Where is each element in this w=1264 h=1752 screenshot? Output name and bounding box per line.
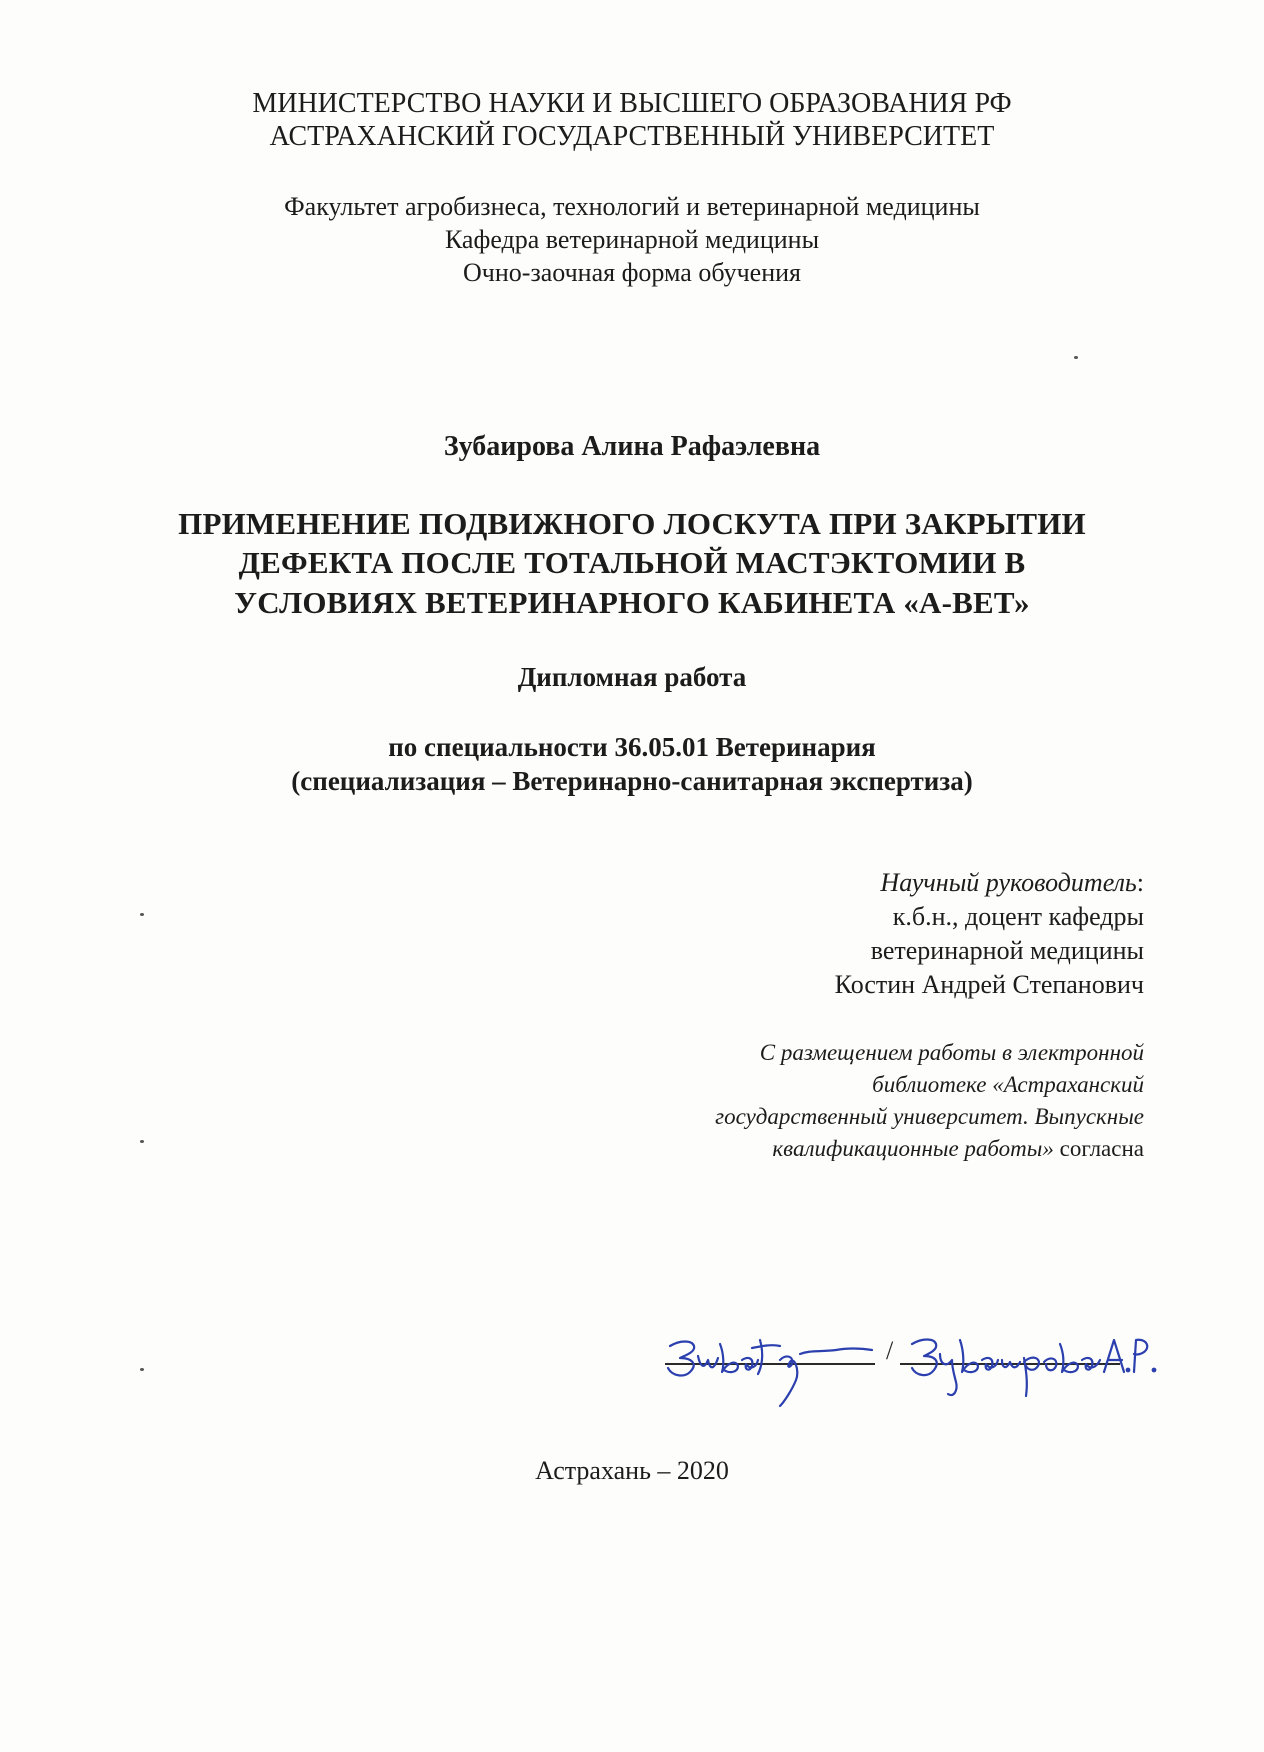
supervisor-degree: к.б.н., доцент кафедры xyxy=(892,902,1144,931)
consent-line-4 xyxy=(772,1136,1144,1162)
department-name: Кафедра ветеринарной медицины xyxy=(444,225,820,254)
specialty-line-2: (специализация – Ветеринарно-санитарная экспертиза) xyxy=(291,766,973,796)
consent-line-2: библиотеке «Астраханский xyxy=(872,1072,1144,1097)
supervisor-label: Научный руководитель xyxy=(880,868,1137,897)
study-form: Очно-заочная форма обучения xyxy=(463,258,801,287)
consent-plain-part: согласна xyxy=(1053,1136,1144,1161)
signature-text: Зубаирова А.Р. xyxy=(640,1297,741,1314)
consent-line-1: С размещением работы в электронной xyxy=(759,1040,1144,1065)
thesis-title-line-1: ПРИМЕНЕНИЕ ПОДВИЖНОГО ЛОСКУТА ПРИ ЗАКРЫТИИ xyxy=(178,506,1086,541)
signature-area xyxy=(640,1297,1180,1410)
scan-speck xyxy=(140,1140,144,1143)
scan-speck xyxy=(140,913,144,916)
consent-italic-part: квалификационные работы» xyxy=(772,1136,1054,1161)
city-year: Астрахань – 2020 xyxy=(535,1456,729,1485)
supervisor-name: Костин Андрей Степанович xyxy=(834,970,1144,999)
consent-line-3: государственный университет. Выпускные xyxy=(715,1104,1144,1129)
supervisor-colon: : xyxy=(1136,868,1144,897)
thesis-title-line-3: УСЛОВИЯХ ВЕТЕРИНАРНОГО КАБИНЕТА «А-ВЕТ» xyxy=(234,585,1030,620)
university-heading: АСТРАХАНСКИЙ ГОСУДАРСТВЕННЫЙ УНИВЕРСИТЕТ xyxy=(269,121,995,152)
thesis-title-line-2: ДЕФЕКТА ПОСЛЕ ТОТАЛЬНОЙ МАСТЭКТОМИИ В xyxy=(238,545,1026,580)
faculty-name: Факультет агробизнеса, технологий и ветеринарной медицины xyxy=(284,192,980,221)
supervisor-department: ветеринарной медицины xyxy=(870,936,1144,965)
signature-separator: / xyxy=(886,1336,894,1365)
ministry-heading: МИНИСТЕРСТВО НАУКИ И ВЫСШЕГО ОБРАЗОВАНИЯ РФ xyxy=(252,88,1012,119)
specialty-line-1: по специальности 36.05.01 Ветеринария xyxy=(388,732,876,762)
author-name: Зубаирова Алина Рафаэлевна xyxy=(443,431,821,462)
handwritten-signature xyxy=(640,1297,1180,1410)
supervisor-label-line xyxy=(880,868,1144,898)
scan-speck xyxy=(140,1368,144,1371)
scan-speck xyxy=(1074,356,1078,359)
work-type: Дипломная работа xyxy=(517,662,747,692)
